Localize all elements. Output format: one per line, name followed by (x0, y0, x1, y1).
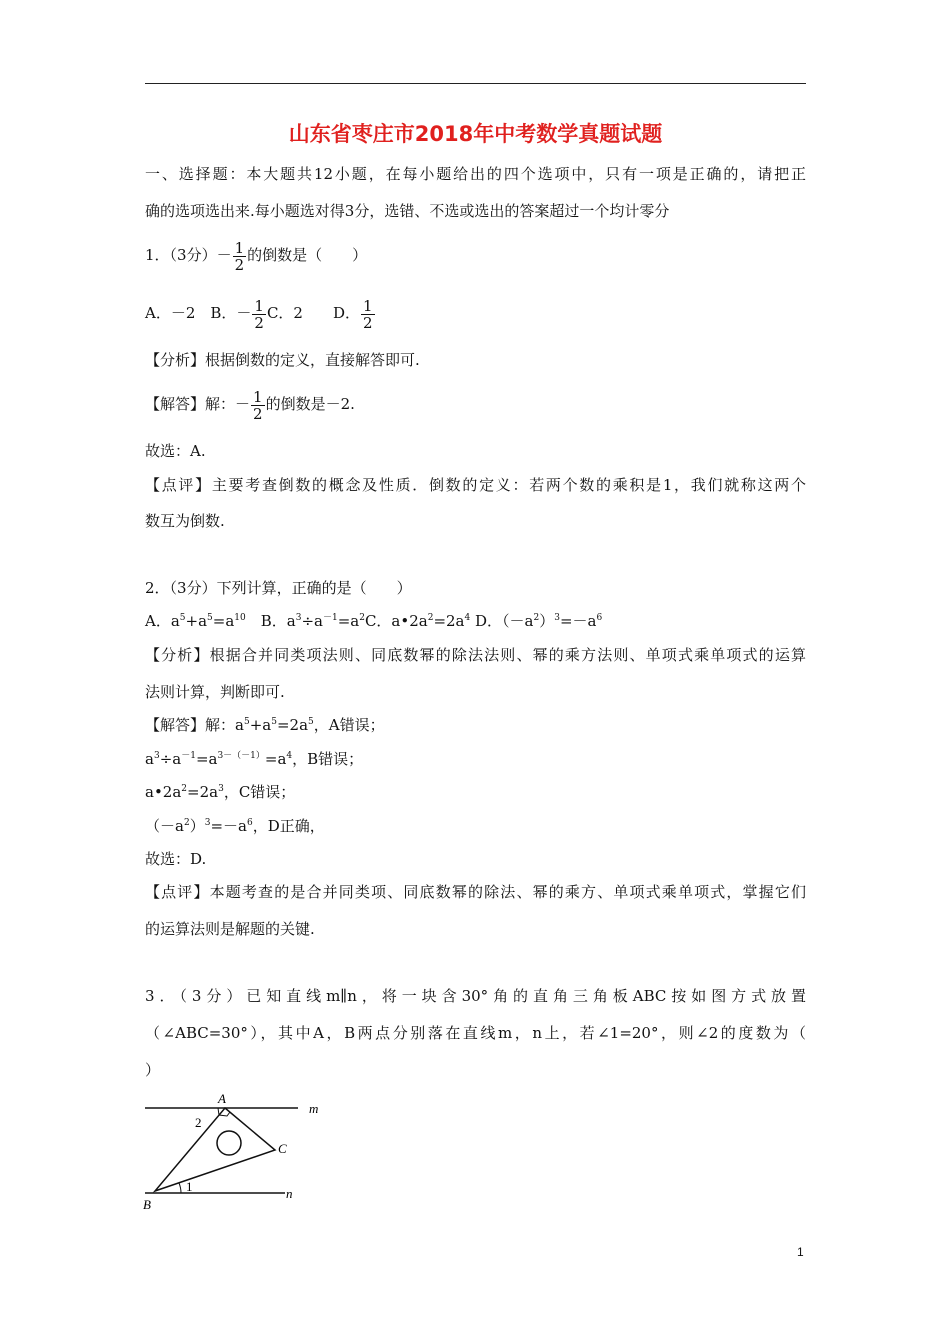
q2-s2-pre: a (145, 750, 154, 768)
q2-opt-d-close: ） (539, 612, 555, 630)
label-angle-1: 1 (186, 1179, 193, 1194)
q3-stem-line3: ） (145, 1061, 161, 1079)
q2-s4-tail: ，D正确， (252, 817, 325, 835)
q3-triangle-figure (140, 1085, 340, 1215)
q2-opt-b-div: ÷a (301, 612, 323, 630)
q2-stem: 2．（3分）下列计算，正确的是（ ） (145, 579, 412, 597)
q2-opt-b-exp2: －1 (322, 613, 338, 623)
page-number: 1 (797, 1245, 804, 1259)
q2-s2-mid: ÷a (159, 750, 182, 768)
q1-comment-tag: 【点评】 (145, 476, 212, 494)
q1-answer-den: 2 (253, 404, 263, 423)
q1-comment-line2: 数互为倒数. (145, 512, 225, 530)
triangle-hole (217, 1131, 241, 1155)
q2-analysis-line2: 法则计算，判断即可. (145, 683, 285, 701)
q2-answer-step4 (145, 816, 325, 836)
q1-options (145, 296, 376, 331)
label-angle-2: 2 (195, 1115, 202, 1130)
q2-opt-a-exp2: 5 (207, 613, 213, 623)
q2-answer-step2 (145, 749, 363, 769)
q3-stem-line2: （∠ABC=30°），其中A，B两点分别落在直线m，n上，若∠1=20°，则∠2的度数为（ (145, 1024, 806, 1042)
q2-s1-exp3: 5 (308, 717, 314, 727)
section-intro-line1: 一、选择题：本大题共12小题，在每小题给出的四个选项中，只有一项是正确的，请把正 (145, 165, 806, 183)
label-b: B (143, 1197, 151, 1212)
q2-opt-b: B．a (245, 612, 296, 630)
q2-analysis-tag: 【分析】 (145, 646, 210, 664)
q2-comment-line2: 的运算法则是解题的关键. (145, 920, 315, 938)
q2-s3-tail: ，C错误； (223, 783, 296, 801)
q1-stem-suffix: 的倒数是（ ） (247, 246, 368, 264)
q3-stem-line1: 3．（3分）已知直线m∥n，将一块含30°角的直角三角板ABC按如图方式放置 (145, 987, 806, 1005)
q2-opt-a-exp3: 10 (234, 613, 246, 623)
header-rule (145, 83, 806, 84)
q1-optb-den: 2 (254, 313, 264, 332)
q1-option-a: A．－2 B．－ (145, 304, 252, 322)
q1-frac-den: 2 (234, 255, 245, 274)
q2-s2-exp3: 3－（－1） (217, 751, 265, 761)
q1-answer-fraction (251, 389, 265, 422)
q2-s4-exp1: 2 (183, 818, 190, 828)
q2-answer-step1 (145, 715, 385, 735)
q1-comment-text1: 主要考查倒数的概念及性质．倒数的定义：若两个数的乘积是1，我们就称这两个 (211, 476, 806, 494)
q2-s1-mid: +a (249, 716, 272, 734)
q2-opt-c-exp2: 4 (464, 613, 471, 623)
q2-s4-exp3: 6 (246, 818, 253, 828)
q2-analysis-line1 (145, 645, 806, 665)
q1-answer-suffix: 的倒数是－2. (265, 395, 355, 413)
q2-opt-a-eq: =a (212, 612, 235, 630)
q1-answer-num: 1 (253, 387, 263, 406)
q1-option-c: C．2 D． (266, 304, 361, 322)
label-c: C (278, 1141, 287, 1156)
q2-s2-tail: ，B错误； (292, 750, 364, 768)
q2-s2-eq: =a (195, 750, 218, 768)
q2-s2-eq2: =a (264, 750, 287, 768)
section-intro-line2: 确的选项选出来.每小题选对得3分，选错、不选或选出的答案超过一个均计零分 (145, 202, 670, 220)
q2-s3-eq: =2a (187, 783, 219, 801)
q2-opt-c: C．a•2a (364, 612, 428, 630)
q2-opt-c-exp1: 2 (427, 613, 434, 623)
q2-opt-d-eq: =－a (559, 612, 597, 630)
q1-optd-num: 1 (363, 296, 373, 315)
label-a: A (218, 1091, 226, 1106)
q2-comment-text1: 本题考查的是合并同类项、同底数幂的除法、幂的乘方、单项式乘单项式，掌握它们 (209, 883, 806, 901)
label-n: n (286, 1186, 293, 1201)
q2-answer-tag: 【解答】 (145, 716, 206, 734)
q2-s4-pre: （－a (145, 817, 184, 835)
q2-opt-d-exp2: 3 (554, 613, 560, 623)
q2-analysis-text1: 根据合并同类项法则、同底数幂的除法法则、幂的乘方法则、单项式乘单项式的运算 (209, 646, 806, 664)
q1-optd-den: 2 (363, 313, 373, 332)
q2-s3-exp1: 2 (181, 784, 188, 794)
q1-frac-num: 1 (234, 238, 245, 257)
q2-opt-a: A．a (145, 612, 180, 630)
q2-choose: 故选：D. (145, 850, 207, 868)
q2-s2-exp1: 3 (153, 751, 160, 761)
q2-answer-step3 (145, 782, 295, 802)
q2-opt-d: D．（－a (475, 612, 534, 630)
q1-answer (145, 387, 355, 422)
q2-opt-a-exp1: 5 (179, 613, 186, 623)
q2-opt-b-exp3: 2 (359, 613, 365, 623)
q2-comment-tag: 【点评】 (145, 883, 210, 901)
q2-opt-d-exp3: 6 (596, 613, 603, 623)
q2-opt-c-eq: =2a (433, 612, 465, 630)
q1-fraction (233, 240, 247, 273)
q2-s4-mid: ） (189, 817, 205, 835)
q1-option-b-fraction (252, 298, 266, 331)
q2-s1-exp1: 5 (243, 717, 250, 727)
q2-s2-exp2: －1 (181, 751, 196, 761)
q1-analysis-tag: 【分析】 (145, 351, 206, 369)
angle-1-arc (179, 1183, 181, 1193)
q2-comment-line1 (145, 882, 806, 902)
q1-stem-prefix: 1．（3分）－ (145, 246, 232, 264)
q1-stem (145, 238, 367, 273)
q2-s3-pre: a•2a (145, 783, 182, 801)
q2-s3-exp2: 3 (218, 784, 224, 794)
q1-answer-tag: 【解答】 (145, 395, 206, 413)
q2-options (145, 611, 602, 631)
q1-answer-prefix: 解：－ (205, 395, 251, 413)
q2-s1-pre: 解：a (205, 716, 244, 734)
label-m: m (309, 1101, 319, 1116)
q1-analysis (145, 350, 420, 370)
q2-opt-d-exp1: 2 (533, 613, 540, 623)
triangle-abc (155, 1108, 275, 1191)
q1-optb-num: 1 (254, 296, 264, 315)
q1-analysis-text: 根据倒数的定义，直接解答即可. (205, 351, 420, 369)
q2-s2-exp4: 4 (286, 751, 293, 761)
page-title: 山东省枣庄市2018年中考数学真题试题 (288, 122, 663, 146)
q2-opt-a-plus: +a (185, 612, 208, 630)
q2-s1-tail: ，A错误； (313, 716, 385, 734)
q2-s1-eq: =2a (276, 716, 309, 734)
q1-choose: 故选：A. (145, 442, 206, 460)
q2-s4-eq: =－a (210, 817, 247, 835)
q1-option-d-fraction (361, 298, 375, 331)
q2-s4-exp2: 3 (204, 818, 211, 828)
q2-s1-exp2: 5 (271, 717, 277, 727)
q2-opt-b-eq: =a (337, 612, 360, 630)
q1-comment-line1 (145, 475, 806, 495)
q2-opt-b-exp1: 3 (295, 613, 302, 623)
